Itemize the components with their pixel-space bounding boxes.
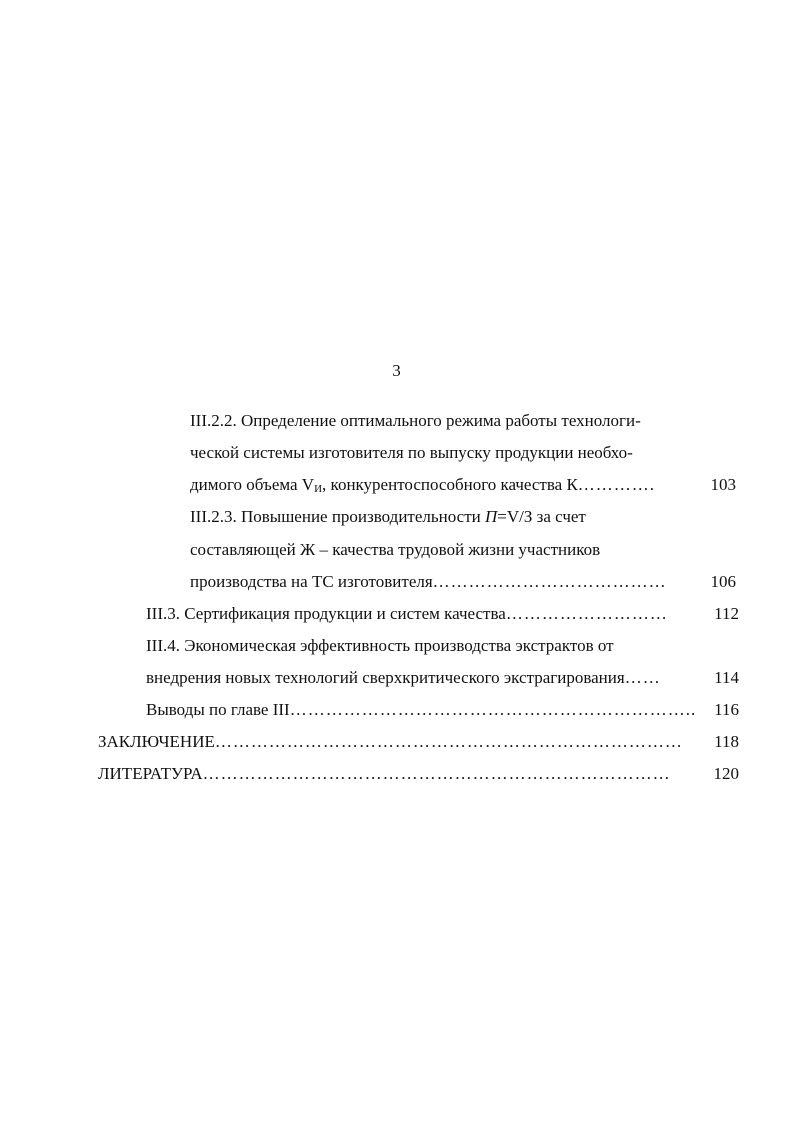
- toc-item-3-3[interactable]: [146, 603, 739, 625]
- toc-page-ref: 112: [714, 604, 739, 623]
- toc-item-3-2-3-text: производства на ТС изготовителя: [190, 572, 433, 591]
- toc-item-conclusion[interactable]: [98, 731, 739, 753]
- toc-item-3-2-3-line-1: III.2.3. Повышение производительности П=V/З за счет: [190, 507, 586, 526]
- toc-item-literature[interactable]: [98, 763, 739, 785]
- toc-item-3-3-text: III.3. Сертификация продукции и систем качества: [146, 604, 506, 623]
- toc-leader-dots: ………….: [577, 475, 656, 494]
- toc-leader-dots: ……………………………………………………………………: [202, 764, 671, 783]
- toc-item-conclusions-3-text: Выводы по главе III: [146, 700, 290, 719]
- page-number: 3: [392, 361, 401, 380]
- toc-leader-dots: ……: [624, 668, 661, 687]
- toc-page-ref: 116: [714, 700, 739, 719]
- toc-item-3-2-2-line-2: ческой системы изготовителя по выпуску продукции необхо-: [190, 443, 633, 462]
- toc-leader-dots: ……………………………………………………………………: [214, 732, 683, 751]
- toc-page-ref: 103: [710, 475, 736, 494]
- toc-item-3-4-line-1: III.4. Экономическая эффективность производства экстрактов от: [146, 636, 614, 655]
- toc-item-3-2-3-line-2: составляющей Ж – качества трудовой жизни участников: [190, 540, 601, 559]
- toc-item-conclusions-3[interactable]: [146, 699, 739, 721]
- toc-leader-dots: ………………………: [505, 604, 668, 623]
- toc-item-3-4-line-2[interactable]: [146, 667, 739, 689]
- toc-item-3-4-text: внедрения новых технологий сверхкритического экстрагирования: [146, 668, 625, 687]
- toc-item-literature-text: ЛИТЕРАТУРА: [98, 764, 203, 783]
- toc-leader-dots: …………………………………: [432, 572, 667, 591]
- toc-item-3-2-2-line-3[interactable]: [190, 474, 736, 496]
- toc-page-ref: 118: [714, 732, 739, 751]
- toc-page-ref: 106: [710, 572, 736, 591]
- toc-item-conclusion-text: ЗАКЛЮЧЕНИЕ: [98, 732, 215, 751]
- toc-page-ref: 114: [714, 668, 739, 687]
- toc-page-ref: 120: [713, 764, 739, 783]
- toc-item-3-2-2-text: димого объема $V_И$, конкурентоспособного качества К: [190, 475, 578, 495]
- toc-item-3-2-2-line-1: III.2.2. Определение оптимального режима работы технологи-: [190, 411, 641, 430]
- toc-item-3-2-3-line-3[interactable]: [190, 571, 736, 593]
- toc-leader-dots: …………………………………………………………..: [289, 700, 697, 719]
